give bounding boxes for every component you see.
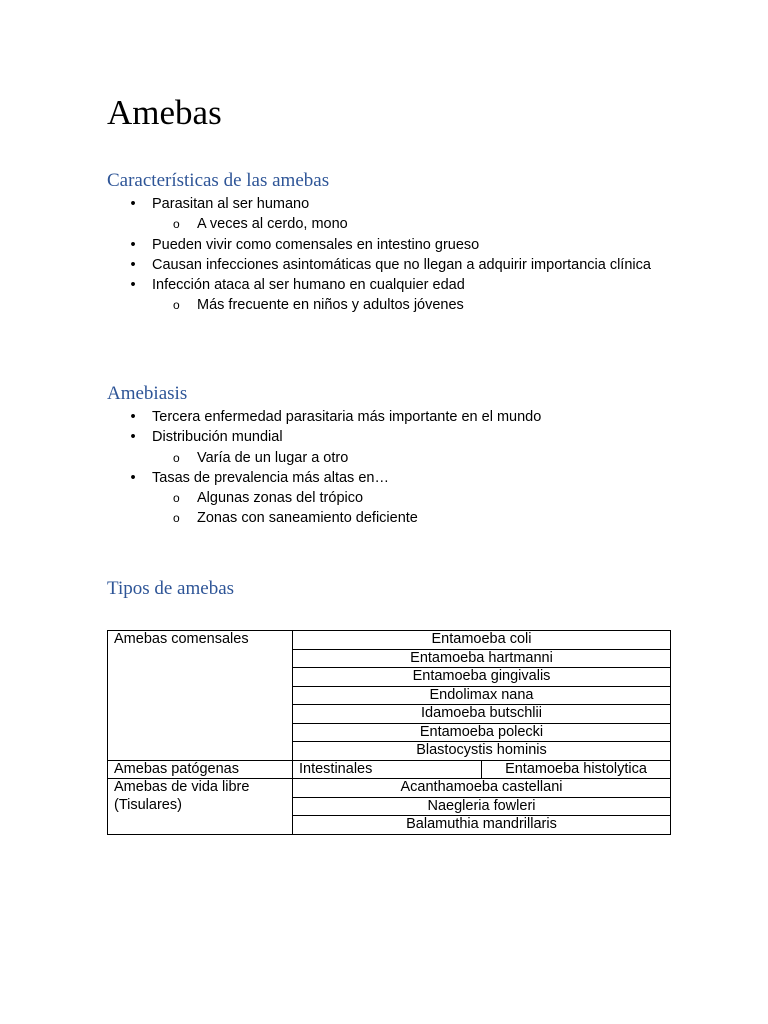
table-cell-group: Amebas patógenas xyxy=(108,760,293,779)
list-item xyxy=(0,427,768,447)
bullet-icon: • xyxy=(130,429,136,446)
bullet-icon: • xyxy=(130,256,136,273)
list-item xyxy=(0,508,768,528)
table-cell: Entamoeba gingivalis xyxy=(293,668,671,687)
table-row xyxy=(108,779,671,798)
tipos-de-amebas-table xyxy=(107,630,671,835)
list-item-text: Algunas zonas del trópico xyxy=(197,490,364,507)
list-item xyxy=(0,488,768,508)
list-item xyxy=(0,407,768,427)
list-item-text: Tasas de prevalencia más altas en… xyxy=(152,469,389,486)
table-cell: Entamoeba polecki xyxy=(293,723,671,742)
table-cell: Endolimax nana xyxy=(293,686,671,705)
bullet-icon: • xyxy=(130,277,136,294)
table-cell: Balamuthia mandrillaris xyxy=(293,816,671,835)
table-cell: Entamoeba hartmanni xyxy=(293,649,671,668)
list-item-text: Causan infecciones asintomáticas que no llegan a adquirir importancia clínica xyxy=(152,256,651,273)
list-item-text: Zonas con saneamiento deficiente xyxy=(197,510,418,527)
bullet-icon: • xyxy=(130,409,136,425)
table-cell: Blastocystis hominis xyxy=(293,742,671,761)
bullet-icon: • xyxy=(130,236,136,253)
list-item-text: Varía de un lugar a otro xyxy=(197,449,349,466)
circle-bullet-icon: o xyxy=(173,491,180,506)
list-amebiasis xyxy=(0,407,768,529)
table-cell-group: Amebas comensales xyxy=(108,631,293,761)
table-cell: Acanthamoeba castellani xyxy=(293,779,671,798)
table-cell: Idamoeba butschlii xyxy=(293,705,671,724)
heading-amebiasis: Amebiasis xyxy=(107,383,188,404)
circle-bullet-icon: o xyxy=(173,511,180,526)
heading-tipos: Tipos de amebas xyxy=(107,578,235,599)
list-item xyxy=(0,255,768,275)
list-item-text: Pueden vivir como comensales en intestino grueso xyxy=(152,236,480,253)
list-item-text: Infección ataca al ser humano en cualquier edad xyxy=(152,277,465,294)
circle-bullet-icon: o xyxy=(173,450,180,465)
table-cell: Entamoeba histolytica xyxy=(482,760,671,779)
list-caracteristicas xyxy=(0,194,768,316)
document-title: Amebas xyxy=(107,93,222,132)
list-item-text: A veces al cerdo, mono xyxy=(197,216,348,233)
bullet-icon: • xyxy=(130,196,136,212)
list-item xyxy=(0,235,768,255)
table-cell-group: Amebas de vida libre (Tisulares) xyxy=(108,779,293,835)
list-item-text: Parasitan al ser humano xyxy=(152,196,310,212)
list-item-text: Más frecuente en niños y adultos jóvenes xyxy=(197,297,464,314)
list-item xyxy=(0,275,768,295)
table-cell: Entamoeba coli xyxy=(293,631,671,650)
table-row xyxy=(108,760,671,779)
circle-bullet-icon: o xyxy=(173,217,180,232)
table-cell: Naegleria fowleri xyxy=(293,797,671,816)
table-row xyxy=(108,631,671,650)
list-item-text: Tercera enfermedad parasitaria más importante en el mundo xyxy=(152,409,542,425)
list-item xyxy=(0,214,768,234)
table-cell: Intestinales xyxy=(293,760,482,779)
bullet-icon: • xyxy=(130,469,136,486)
list-item xyxy=(0,448,768,468)
list-item xyxy=(0,194,768,214)
list-item-text: Distribución mundial xyxy=(152,429,283,446)
list-item xyxy=(0,468,768,488)
heading-caracteristicas: Características de las amebas xyxy=(107,170,330,191)
list-item xyxy=(0,295,768,315)
circle-bullet-icon: o xyxy=(173,298,180,313)
